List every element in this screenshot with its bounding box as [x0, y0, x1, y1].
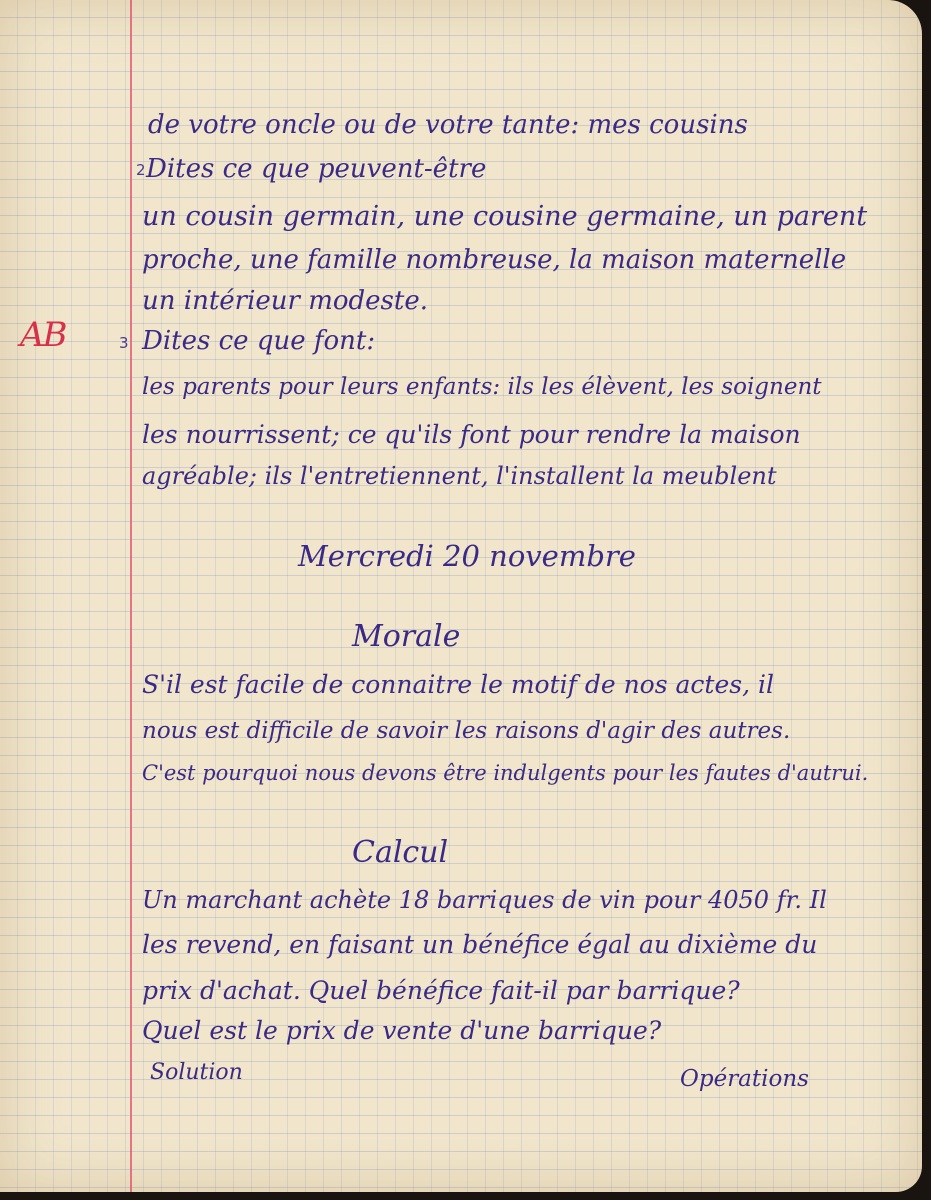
text-line-3: un cousin germain, une cousine germaine, un parent: [142, 201, 868, 232]
morale-line-2: nous est difficile de savoir les raisons d'agir des autres.: [142, 718, 791, 744]
margin-line: [130, 0, 132, 1192]
date-heading: Mercredi 20 novembre: [298, 539, 636, 573]
calcul-line-4: Quel est le prix de vente d'une barrique?: [142, 1016, 662, 1045]
calcul-title: Calcul: [352, 835, 449, 870]
text-line-4: proche, une famille nombreuse, la maison maternelle: [142, 245, 847, 275]
morale-line-1: S'il est facile de connaitre le motif de nos actes, il: [142, 670, 774, 699]
question-2: Dites ce que peuvent-être: [146, 154, 487, 184]
morale-line-3: C'est pourquoi nous devons être indulgents pour les fautes d'autrui.: [142, 761, 869, 785]
question-number-3: 3: [119, 334, 129, 352]
text-line-9: agréable; ils l'entretiennent, l'installent la meublent: [142, 462, 777, 490]
calcul-line-3: prix d'achat. Quel bénéfice fait-il par barrique?: [142, 976, 740, 1005]
question-number-2: 2: [136, 161, 146, 179]
operations-label: Opérations: [680, 1066, 809, 1092]
calcul-line-1: Un marchant achète 18 barriques de vin pour 4050 fr. Il: [142, 886, 827, 914]
morale-title: Morale: [352, 619, 461, 654]
calcul-line-2: les revend, en faisant un bénéfice égal au dixième du: [142, 930, 818, 959]
text-line-5: un intérieur modeste.: [142, 286, 428, 316]
solution-label: Solution: [150, 1060, 243, 1085]
text-line-7: les parents pour leurs enfants: ils les élèvent, les soignent: [142, 374, 822, 400]
grade-mark: AB: [20, 315, 66, 355]
question-3: Dites ce que font:: [142, 326, 376, 356]
text-line-1: de votre oncle ou de votre tante: mes cousins: [148, 110, 748, 140]
text-line-8: les nourrissent; ce qu'ils font pour rendre la maison: [142, 420, 801, 449]
